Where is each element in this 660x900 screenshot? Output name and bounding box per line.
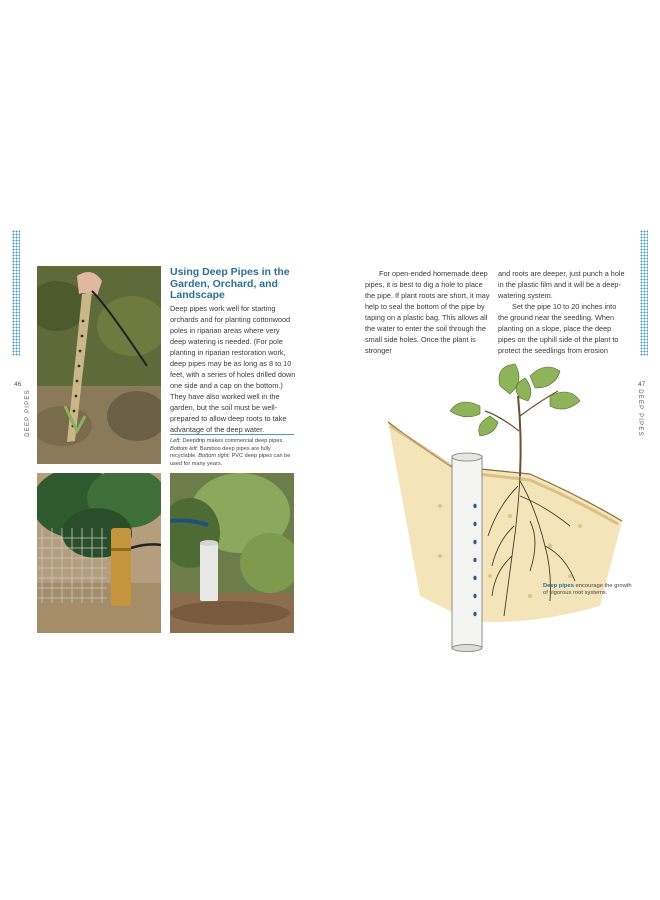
left-page-number: 46 bbox=[14, 381, 22, 388]
section-heading: Using Deep Pipes in the Garden, Orchard, and Landscape bbox=[170, 266, 290, 301]
caption-rule bbox=[170, 434, 294, 435]
left-dot-pattern bbox=[12, 230, 20, 356]
deep-pipe-illustration bbox=[380, 356, 630, 666]
caption-left-text: Deepdrip makes commercial deep pipes. bbox=[180, 438, 284, 444]
right-column-1: For open-ended homemade deep pipes, it is best to dig a hole to place the pipe. If plant roots are short, it may help to seal the bottom of the pipe by taping on a plastic bag. This allows all the water to enter the soil through the small side holes. Once the plant is stronger bbox=[365, 269, 490, 355]
illustration-caption-rest: encourage the growth of vigorous root systems. bbox=[543, 583, 632, 597]
right-column-2-paragraph-2: Set the pipe 10 to 20 inches into the ground near the seedling. When planting on a slope, place the deep pipes on the uphill side of the plant to protect the seedlings from erosion bbox=[498, 302, 619, 355]
photo-bamboo-pipe bbox=[37, 473, 161, 633]
right-column-2 bbox=[498, 268, 626, 356]
photo-caption bbox=[170, 438, 296, 468]
right-column-2-paragraph-1: and roots are deeper, just punch a hole in the plastic film and it will be a deep-watering system. bbox=[498, 269, 625, 300]
left-running-head: DEEP PIPES bbox=[24, 389, 31, 437]
photo-pvc-pipe bbox=[170, 473, 294, 633]
photo-deepdrip-pipe bbox=[37, 266, 161, 464]
right-running-head: DEEP PIPES bbox=[636, 389, 643, 437]
caption-left-label: Left: bbox=[170, 438, 181, 444]
illustration-caption bbox=[543, 583, 633, 598]
caption-bottom-right-text: PVC deep pipes can be used for many years. bbox=[170, 453, 291, 467]
right-page-number: 47 bbox=[638, 381, 646, 388]
right-dot-pattern bbox=[640, 230, 648, 356]
caption-bottom-right-label: Bottom right: bbox=[198, 453, 231, 460]
left-body-text: Deep pipes work well for starting orchards and for planting cottonwood poles in riparian areas where very deep watering is needed. (For pole planting in riparian restoration work, deep pipes may be as long as 8 to 10 feet, with a series of holes drilled down one side and a cap on the bottom.) They have also worked well in the garden, but the soil must be well-prepared to allow deep roots to take advantage of the deep water. bbox=[170, 304, 296, 434]
caption-bottom-left-label: Bottom left: bbox=[170, 445, 199, 452]
illustration-caption-lead: Deep pipes bbox=[543, 583, 574, 589]
caption-bottom-left-text: Bamboo deep pipes are fully recyclable. bbox=[170, 445, 271, 460]
